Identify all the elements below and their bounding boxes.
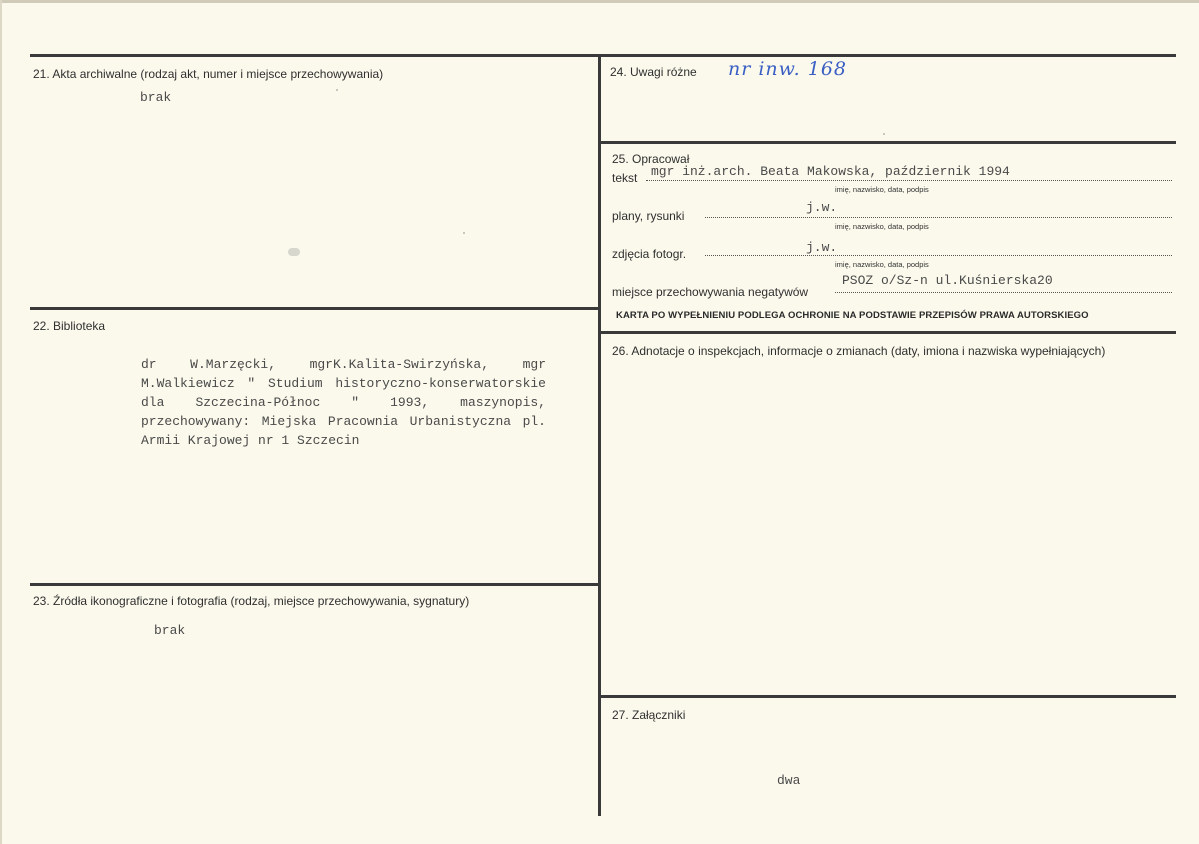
center-divider	[598, 54, 601, 816]
zdjecia-hint: imię, nazwisko, data, podpis	[835, 260, 929, 269]
negatywy-value: PSOZ o/Sz-n ul.Kuśnierska20	[842, 273, 1053, 288]
section-22-value: dr W.Marzęcki, mgrK.Kalita-Swirzyńska, mgr M.Walkiewicz " Studium historyczno-konserwatorskie dla Szczecina-Północ " 1993, maszynopis, przechowywany: Miejska Pracownia Urbanistyczna pl. Armii Krajowej nr 1 Szczecin	[141, 357, 546, 448]
tekst-label: tekst	[612, 171, 638, 185]
rule-22-23	[30, 583, 600, 586]
section-27-heading: 27. Załączniki	[612, 708, 686, 722]
paper-edge-left	[0, 0, 2, 844]
rule-21-22	[30, 307, 600, 310]
paper-speck	[463, 232, 465, 234]
rule-24-25	[600, 141, 1176, 144]
rule-25-26	[600, 331, 1176, 334]
negatywy-label: miejsce przechowywania negatywów	[612, 285, 809, 299]
handwritten-inventory-number: nr inw. 168	[728, 58, 848, 80]
zdjecia-value: j.w.	[806, 240, 838, 255]
zdjecia-label: zdjęcia fotogr.	[612, 247, 687, 261]
plany-label: plany, rysunki	[612, 209, 685, 223]
paper-speck	[288, 248, 300, 256]
paper-edge-top	[0, 0, 1199, 3]
tekst-value: mgr inż.arch. Beata Makowska, październik 1994	[651, 164, 1010, 179]
paper-speck	[883, 133, 885, 135]
copyright-notice: KARTA PO WYPEŁNIENIU PODLEGA OCHRONIE NA PODSTAWIE PRZEPISÓW PRAWA AUTORSKIEGO	[616, 310, 1089, 321]
section-26-heading: 26. Adnotacje o inspekcjach, informacje o zmianach (daty, imiona i nazwiska wypełniających)	[612, 344, 1106, 358]
plany-value: j.w.	[806, 200, 838, 215]
section-25-heading: 25. Opracował	[612, 152, 690, 166]
section-21-heading: 21. Akta archiwalne (rodzaj akt, numer i miejsce przechowywania)	[33, 67, 384, 81]
section-23-value: brak	[154, 623, 186, 638]
section-21-value: brak	[140, 90, 172, 105]
section-24-heading: 24. Uwagi różne	[610, 65, 697, 79]
tekst-line	[646, 180, 1172, 181]
rule-26-27	[600, 695, 1176, 698]
section-23-heading: 23. Źródła ikonograficzne i fotografia (rodzaj, miejsce przechowywania, sygnatury)	[33, 594, 470, 608]
section-22-heading: 22. Biblioteka	[33, 319, 106, 333]
negatywy-line	[835, 292, 1172, 293]
tekst-hint: imię, nazwisko, data, podpis	[835, 185, 929, 194]
plany-hint: imię, nazwisko, data, podpis	[835, 222, 929, 231]
paper-speck	[336, 89, 338, 91]
section-27-value: dwa	[777, 773, 801, 788]
plany-line	[705, 217, 1172, 218]
zdjecia-line	[705, 255, 1172, 256]
top-rule	[30, 54, 1176, 57]
